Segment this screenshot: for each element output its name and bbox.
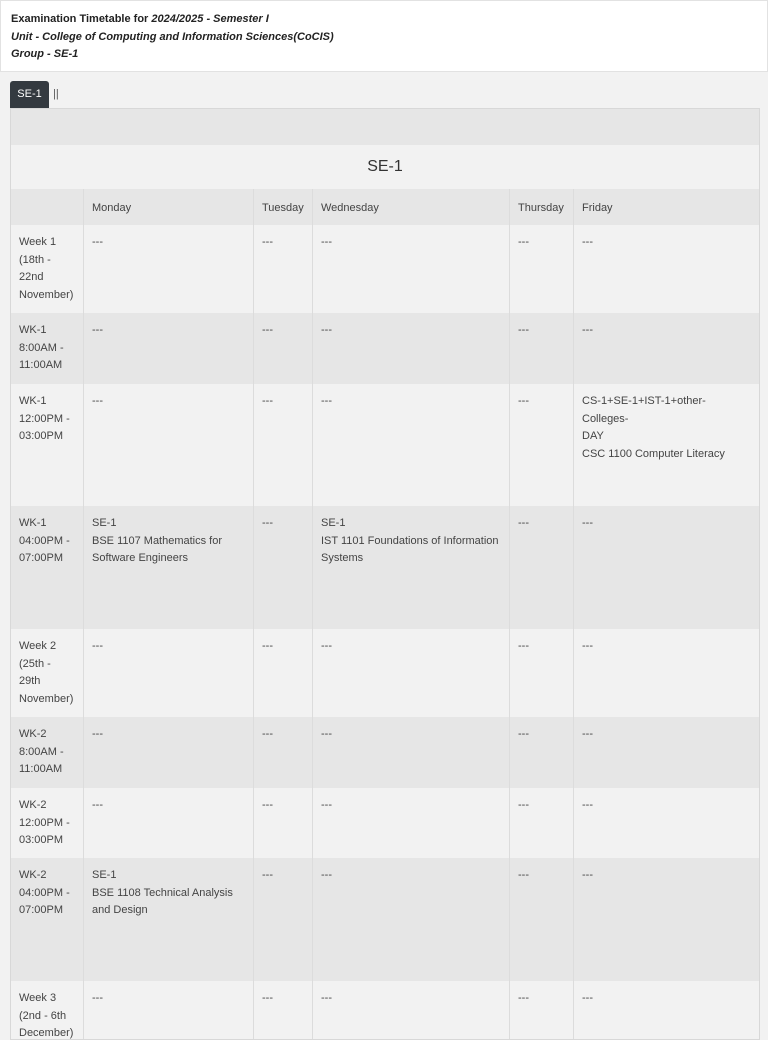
row-label-cell: WK-2 04:00PM - 07:00PM — [11, 858, 84, 981]
exam-cell: --- — [254, 858, 313, 981]
table-row — [11, 981, 759, 1040]
exam-cell: --- — [510, 506, 574, 629]
exam-cell: --- — [254, 506, 313, 629]
exam-cell: --- — [84, 313, 254, 384]
unit-label: Unit - College of Computing and Information Sciences(CoCIS) — [11, 31, 334, 43]
table-row — [11, 225, 759, 313]
exam-cell: --- — [313, 384, 510, 506]
table-row — [11, 313, 759, 384]
timetable-card — [10, 108, 760, 1040]
exam-cell: --- — [84, 384, 254, 506]
exam-cell: --- — [254, 629, 313, 717]
exam-cell: --- — [313, 717, 510, 788]
exam-cell: --- — [510, 717, 574, 788]
exam-cell: --- — [313, 225, 510, 313]
exam-cell: --- — [582, 517, 593, 529]
table-row — [11, 384, 759, 506]
row-label-cell: Week 2 (25th - 29th November) — [11, 629, 84, 717]
table-row — [11, 858, 759, 981]
exam-cell: --- — [313, 981, 510, 1040]
column-header: Tuesday — [254, 189, 313, 225]
exam-cell: --- — [510, 981, 574, 1040]
exam-cell: --- — [582, 640, 593, 652]
timetable-heading: Examination Timetable for 2024/2025 - Semester I — [11, 13, 269, 25]
exam-cell: --- — [254, 981, 313, 1040]
column-header — [11, 189, 84, 225]
exam-cell: --- — [510, 384, 574, 506]
exam-cell: --- — [254, 717, 313, 788]
exam-cell: --- — [254, 384, 313, 506]
row-label-cell: Week 1 (18th - 22nd November) — [11, 225, 84, 313]
tab-separator: || — [53, 88, 59, 100]
exam-cell: --- — [582, 324, 593, 336]
table-row — [11, 629, 759, 717]
exam-cell: --- — [84, 717, 254, 788]
table-row — [11, 788, 759, 858]
timetable-title: SE-1 — [11, 145, 759, 189]
exam-cell: --- — [84, 788, 254, 858]
exam-cell: --- — [510, 858, 574, 981]
table-row — [11, 506, 759, 629]
exam-cell: --- — [84, 981, 254, 1040]
exam-cell: --- — [510, 225, 574, 313]
row-label-cell: WK-2 12:00PM - 03:00PM — [11, 788, 84, 858]
exam-cell: --- — [84, 225, 254, 313]
group-label: Group - SE-1 — [11, 48, 79, 60]
exam-cell: --- — [582, 799, 593, 811]
row-label-cell: WK-1 04:00PM - 07:00PM — [11, 506, 84, 629]
exam-cell: --- — [313, 313, 510, 384]
exam-cell: --- — [582, 869, 593, 881]
exam-cell: --- — [84, 629, 254, 717]
exam-cell: --- — [313, 858, 510, 981]
exam-cell: --- — [313, 788, 510, 858]
exam-cell: --- — [510, 788, 574, 858]
row-label-cell: Week 3 (2nd - 6th December) — [11, 981, 84, 1040]
exam-cell: SE-1 BSE 1108 Technical Analysis and Design — [84, 858, 254, 981]
tab-se-1[interactable]: SE-1 — [10, 81, 49, 108]
row-label-cell: WK-1 8:00AM - 11:00AM — [11, 313, 84, 384]
exam-cell: --- — [254, 313, 313, 384]
page-header — [0, 0, 768, 72]
table-header-row — [11, 189, 759, 225]
row-label-cell: WK-1 12:00PM - 03:00PM — [11, 384, 84, 506]
exam-cell: --- — [582, 236, 593, 248]
exam-cell: --- — [254, 225, 313, 313]
table-row — [11, 717, 759, 788]
row-label-cell: WK-2 8:00AM - 11:00AM — [11, 717, 84, 788]
column-header: Wednesday — [313, 189, 510, 225]
column-header: Thursday — [510, 189, 574, 225]
exam-cell: --- — [582, 992, 593, 1004]
exam-cell: --- — [510, 313, 574, 384]
exam-cell: CS-1+SE-1+IST-1+other-Colleges- DAY CSC 1100 Computer Literacy — [582, 395, 725, 460]
exam-cell: --- — [582, 728, 593, 740]
exam-cell: --- — [313, 629, 510, 717]
column-header: Monday — [84, 189, 254, 225]
exam-cell: SE-1 IST 1101 Foundations of Information Systems — [313, 506, 510, 629]
exam-cell: SE-1 BSE 1107 Mathematics for Software Engineers — [84, 506, 254, 629]
exam-cell: --- — [510, 629, 574, 717]
column-header: Friday — [582, 202, 613, 214]
card-header-band — [11, 109, 759, 145]
exam-cell: --- — [254, 788, 313, 858]
